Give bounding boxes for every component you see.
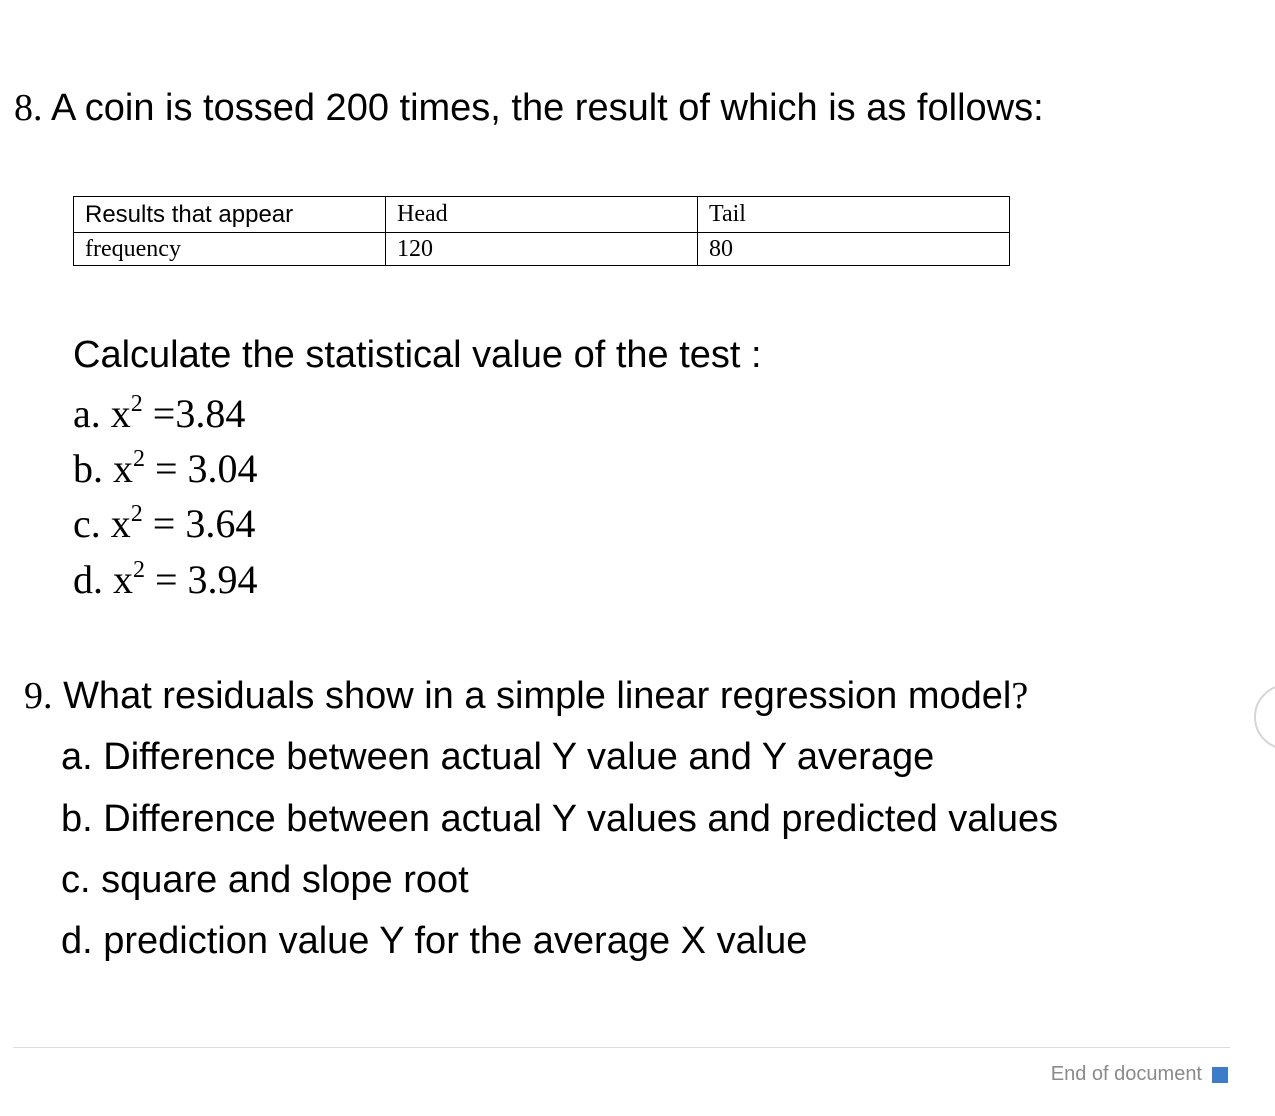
table-header-cell: Results that appear <box>74 197 386 233</box>
question-9-qmark: ? <box>1011 675 1029 717</box>
question-9-title <box>24 670 1028 722</box>
table-row <box>74 197 1010 233</box>
option-8c: c. $x^2 = 3.64$ <box>73 501 256 546</box>
option-9d: d. prediction value Y for the average X value <box>61 920 808 962</box>
scroll-circle-button[interactable] <box>1254 684 1275 750</box>
table-cell: 80 <box>698 233 1010 266</box>
question-8-number: 8. <box>14 87 43 129</box>
page-divider <box>13 1047 1230 1048</box>
question-8-text: A coin is tossed 200 times, the result of which is as follows: <box>50 87 1044 129</box>
table-row <box>74 233 1010 266</box>
frequency-table <box>73 196 1010 266</box>
question-8-title <box>14 84 1044 132</box>
end-of-document-label: End of document <box>1050 1063 1202 1085</box>
option-9c: c. square and slope root <box>61 859 469 901</box>
table-cell: frequency <box>74 233 386 266</box>
option-8d: d. $x^2 = 3.94$ <box>73 557 258 602</box>
table-header-cell: Tail <box>698 197 1010 233</box>
table-cell: 120 <box>386 233 698 266</box>
option-8b: b. $x^2 = 3.04$ <box>73 446 258 491</box>
end-marker-icon <box>1212 1067 1228 1083</box>
question-9-number: 9. <box>24 675 53 717</box>
end-of-document <box>1051 1063 1228 1086</box>
question-9-text: What residuals show in a simple linear regression model <box>63 675 1012 717</box>
table-header-cell: Head <box>386 197 698 233</box>
option-8a: a. $x^2 =3.84$ <box>73 391 246 436</box>
option-9b: b. Difference between actual Y values and predicted values <box>61 798 1059 840</box>
question-8-prompt: Calculate the statistical value of the test : <box>73 334 762 376</box>
option-9a: a. Difference between actual Y value and Y average <box>61 736 935 778</box>
